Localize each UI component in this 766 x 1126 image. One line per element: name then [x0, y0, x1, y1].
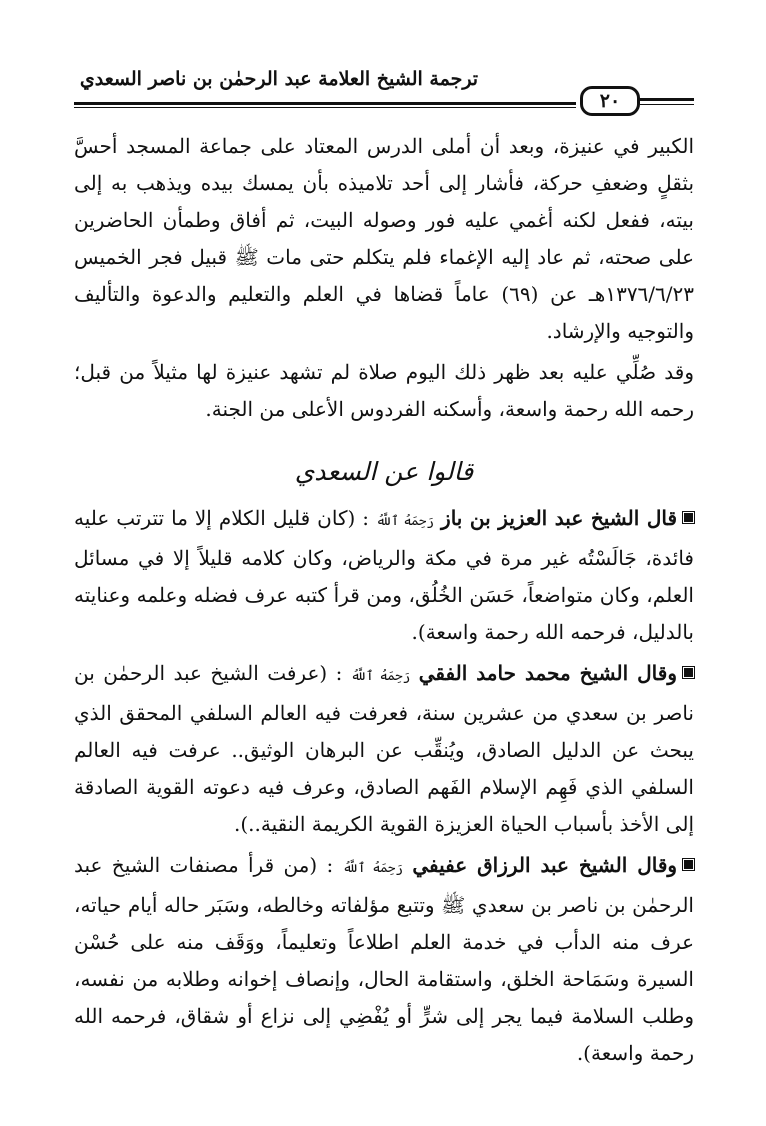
text-line: وقد صُلِّي عليه بعد ظهر ذلك اليوم صلاة لم تشهد عنيزة لها مثيلاً — [153, 360, 694, 384]
text-line: إلا في مسائل العلم، وكان متواضعاً، حَسَن الخُلُق، ومن قرأ كتبه عرف — [74, 546, 694, 607]
book-page — [74, 60, 694, 1072]
text-line: السلفي الذي فَهِم الإسلام الفَهم الصادق، وعرف فيه دعوته القوية الصادقة — [74, 775, 694, 799]
intro-paragraph — [74, 128, 694, 350]
text-line: وطمأن الحاضرين على صحته، ثم عاد إليه الإغماء فلم يتكلم حتى — [74, 208, 694, 269]
quote-speaker: قال الشيخ عبد العزيز بن باز — [441, 506, 678, 530]
funeral-paragraph — [74, 354, 694, 428]
text-line: من قبل؛ رحمه الله رحمة واسعة، وأسكنه الفردوس الأعلى من الجنة. — [74, 360, 694, 421]
text-line: : (عرفت الشيخ عبد الرحمٰن بن — [74, 661, 343, 685]
quote-paragraph — [74, 500, 694, 651]
text-line: العلم والتعليم والدعوة والتأليف والتوجيه والإرشاد. — [74, 282, 694, 343]
header-rule-thin — [74, 107, 576, 108]
text-line: مات ﷺ قبيل فجر الخميس ١٣٧٦/٦/٢٣هـ عن (٦٩) عاماً قضاها في — [74, 245, 694, 306]
honorific-glyph: رَحِمَهُ ٱللَّهُ — [342, 861, 403, 876]
square-bullet-icon — [683, 859, 694, 870]
text-line: فضله وعلمه وعنايته بالدليل، فرحمه الله رحمة واسعة). — [74, 583, 694, 644]
square-bullet-icon — [683, 512, 694, 523]
text-line: أيام حياته، عرف منه الدأب في خدمة العلم اطلاعاً وتعليماً، ووَقَف منه — [74, 893, 694, 954]
header-rule-right-thin — [640, 104, 694, 105]
header-rule-right — [640, 98, 694, 101]
quote-paragraph — [74, 847, 694, 1072]
text-line: شقاق، فرحمه الله رحمة واسعة). — [74, 1004, 694, 1065]
square-bullet-icon — [683, 667, 694, 678]
quote-speaker: وقال الشيخ محمد حامد الفقي — [418, 661, 677, 685]
text-line: على حُسْن السيرة وسَمَاحة الخلق، واستقامة الحال، وإنصاف إخوانه — [74, 930, 694, 991]
text-line: إلى الأخذ بأسباب الحياة العزيزة القوية الكريمة النقية..). — [233, 812, 694, 836]
text-line: ناصر بن سعدي من عشرين سنة، فعرفت فيه العالم السلفي المحقق الذي — [74, 701, 694, 725]
page-number-badge — [580, 86, 640, 116]
honorific-glyph: رَحِمَهُ ٱللَّهُ — [350, 669, 411, 684]
text-line: أحسَّ بثقلٍ وضعفِ حركة، فأشار إلى أحد تلاميذه بأن يمسك بيده — [74, 134, 695, 195]
header-rule — [74, 102, 576, 105]
text-line: : (كان قليل الكلام إلا ما — [171, 506, 369, 530]
section-heading: قالوا عن السعدي — [294, 457, 474, 486]
page-body — [74, 128, 694, 1072]
text-line: وطلابه من نفسه، وطلب السلامة فيما يجر إلى شرٍّ أو يُفْضِي إلى نزاع أو — [74, 967, 695, 1028]
text-line: الكبير في عنيزة، وبعد أن أملى الدرس المعتاد على جماعة المسجد — [126, 134, 695, 158]
text-line: : (من قرأ مصنفات الشيخ — [111, 853, 334, 877]
text-line: ويذهب به إلى بيته، ففعل لكنه أغمي عليه فور وصوله البيت، ثم أفاق — [74, 171, 694, 232]
text-line: يبحث عن الدليل الصادق، ويُنقِّب عن البرهان الوثيق.. عرفت فيه العالم — [74, 738, 694, 762]
honorific-glyph: رَحِمَهُ ٱللَّهُ — [375, 514, 435, 529]
text-line: عبد الرحمٰن بن ناصر بن سعدي ﷺ وتتبع مؤلفاته وخالطه، وسَبَر حاله — [74, 853, 694, 917]
quote-paragraph — [74, 655, 694, 843]
page-number: ٢٠ — [599, 90, 621, 112]
quote-speaker: وقال الشيخ عبد الرزاق عفيفي — [412, 853, 678, 877]
page-header — [74, 60, 694, 110]
text-line: تترتب عليه فائدة، جَالَسْتُه غير مرة في مكة والرياض، وكان كلامه قليلاً — [74, 506, 694, 570]
running-header-title: ترجمة الشيخ العلامة عبد الرحمٰن بن ناصر السعدي — [79, 68, 479, 90]
